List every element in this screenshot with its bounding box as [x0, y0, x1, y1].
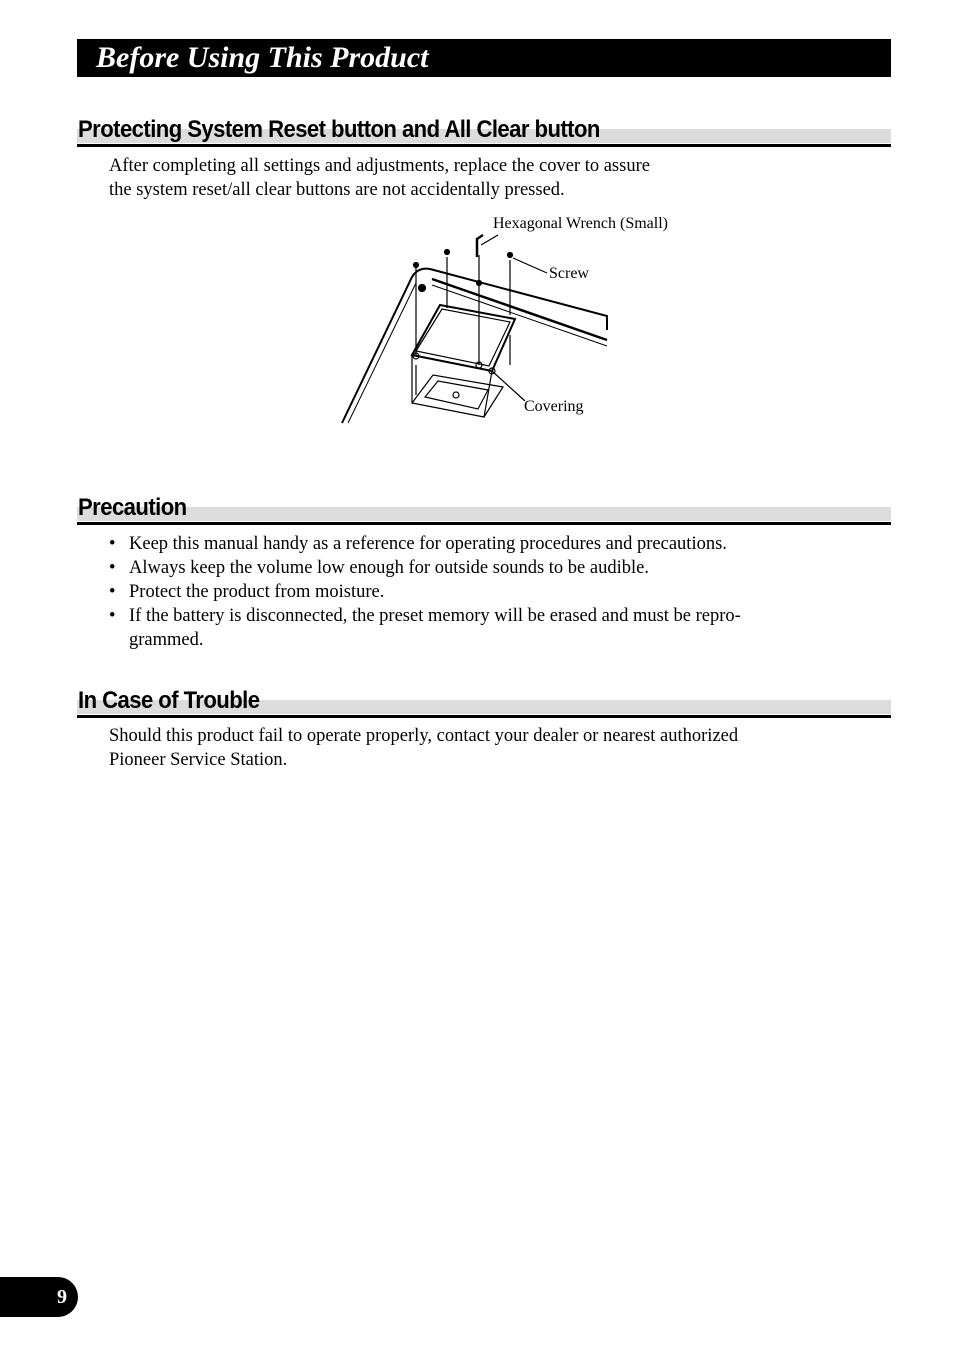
heading-rule: [77, 715, 891, 718]
heading-rule: [77, 522, 891, 525]
section-heading-precaution: [77, 491, 891, 525]
heading-rule: [77, 144, 891, 147]
chapter-title: Before Using This Product: [96, 41, 429, 74]
precaution-list: [109, 532, 829, 652]
paragraph-protecting: [109, 154, 650, 202]
heading-band: [77, 507, 891, 521]
bullet-icon: •: [109, 606, 116, 626]
list-item-text: Protect the product from moisture.: [129, 582, 385, 602]
bullet-icon: •: [109, 558, 116, 578]
label-covering: Covering: [524, 398, 584, 415]
paragraph-line: After completing all settings and adjustments, replace the cover to assure: [109, 156, 650, 176]
list-item: [109, 532, 829, 556]
heading-text: In Case of Trouble: [78, 687, 260, 714]
list-item: [109, 604, 829, 652]
page-number: 9: [57, 1286, 67, 1308]
heading-text: Protecting System Reset button and All Clear button: [78, 116, 600, 143]
list-item-text: If the battery is disconnected, the preset memory will be erased and must be repro-: [129, 606, 741, 626]
list-item-text: grammed.: [129, 630, 204, 650]
paragraph-line: Pioneer Service Station.: [109, 750, 288, 770]
bullet-icon: •: [109, 534, 116, 554]
cover-installation-figure: [320, 205, 720, 430]
section-heading-trouble: [77, 684, 891, 718]
label-screw: Screw: [549, 265, 589, 282]
cover-installation-drawing: [320, 205, 720, 430]
paragraph-trouble: [109, 724, 738, 772]
chapter-header-bar: [77, 39, 891, 77]
list-item: [109, 556, 829, 580]
section-heading-protecting: [77, 113, 891, 147]
list-item-text: Keep this manual handy as a reference for operating procedures and precautions.: [129, 534, 727, 554]
heading-text: Precaution: [78, 494, 187, 521]
list-item-text: Always keep the volume low enough for outside sounds to be audible.: [129, 558, 649, 578]
page-number-tab: [0, 1277, 78, 1317]
paragraph-line: the system reset/all clear buttons are not accidentally pressed.: [109, 180, 565, 200]
bullet-icon: •: [109, 582, 116, 602]
paragraph-line: Should this product fail to operate properly, contact your dealer or nearest authorized: [109, 726, 739, 746]
label-hexagonal-wrench: Hexagonal Wrench (Small): [493, 215, 668, 232]
list-item: [109, 580, 829, 604]
